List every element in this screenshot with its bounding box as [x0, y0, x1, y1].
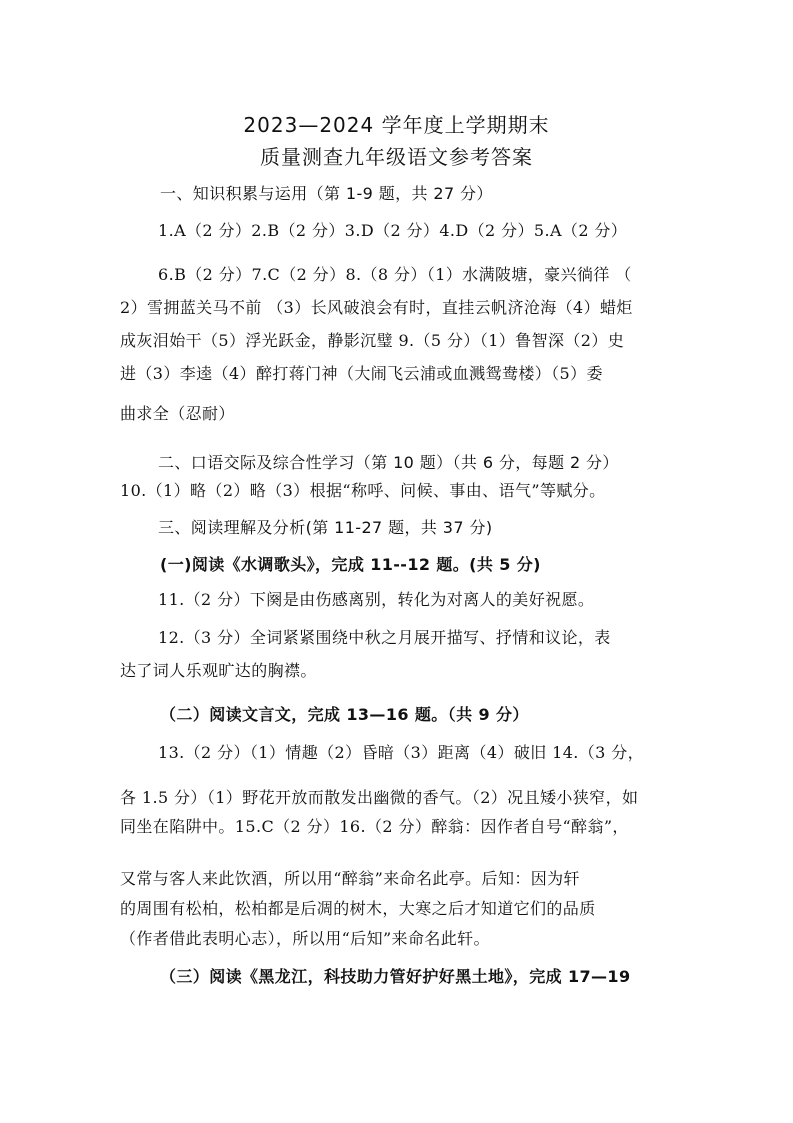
answer-line: 曲求全（忍耐） — [120, 404, 235, 423]
section-3-part-3-heading: （三）阅读《黑龙江，科技助力管好护好黑土地》，完成 17—19 — [160, 967, 631, 986]
section-3-part-2-heading: （二）阅读文言文，完成 13—16 题。（共 9 分） — [160, 705, 529, 724]
answer-line: 的周围有松柏，松柏都是后凋的树木，大寒之后才知道它们的品质 — [120, 899, 596, 918]
answer-line: 2）雪拥蓝关马不前 （3）长风破浪会有时，直挂云帆济沧海（4）蜡炬 — [120, 298, 633, 317]
answer-line: 同坐在陷阱中。15.C（2 分）16.（2 分）醉翁：因作者自号“醉翁”， — [120, 817, 629, 836]
section-2-heading: 二、口语交际及综合性学习（第 10 题）（共 6 分，每题 2 分） — [158, 453, 619, 472]
answer-line: （作者借此表明心志），所以用“后知”来命名此轩。 — [120, 929, 490, 948]
document-title-line-2: 质量测查九年级语文参考答案 — [260, 145, 533, 169]
answer-line: 11.（2 分）下阕是由伤感离别，转化为对离人的美好祝愿。 — [158, 590, 595, 609]
answer-line: 12.（3 分）全词紧紧围绕中秋之月展开描写、抒情和议论，表 — [158, 628, 611, 647]
document-title-line-1: 2023—2024 学年度上学期期末 — [243, 113, 550, 137]
answer-line: 10.（1）略（2）略（3）根据“称呼、问候、事由、语气”等赋分。 — [120, 481, 606, 500]
answer-line: 又常与客人来此饮酒，所以用“醉翁”来命名此亭。后知：因为轩 — [120, 869, 580, 888]
answer-line: 进（3）李逵（4）醉打蒋门神（大闹飞云浦或血溅鸳鸯楼）（5）委 — [120, 364, 603, 383]
answer-line: 达了词人乐观旷达的胸襟。 — [120, 661, 317, 680]
section-1-heading: 一、知识积累与运用（第 1-9 题，共 27 分） — [160, 184, 493, 203]
answer-line: 各 1.5 分）（1）野花开放而散发出幽微的香气。（2）况且矮小狭窄，如 — [120, 788, 639, 807]
answer-line: 成灰泪始干（5）浮光跃金，静影沉璧 9.（5 分）（1）鲁智深（2）史 — [120, 331, 625, 350]
section-3-heading: 三、阅读理解及分析(第 11-27 题，共 37 分) — [158, 518, 493, 537]
answer-line: 6.B（2 分）7.C（2 分）8.（8 分）（1）水满陂塘，豪兴徜徉 （ — [158, 265, 632, 284]
answer-line: 13.（2 分）（1）情趣（2）昏暗（3）距离（4）破旧 14.（3 分， — [158, 743, 645, 762]
section-3-part-1-heading: (一)阅读《水调歌头》，完成 11--12 题。(共 5 分) — [160, 555, 541, 574]
answer-line: 1.A（2 分）2.B（2 分）3.D（2 分）4.D（2 分）5.A（2 分） — [158, 221, 628, 240]
